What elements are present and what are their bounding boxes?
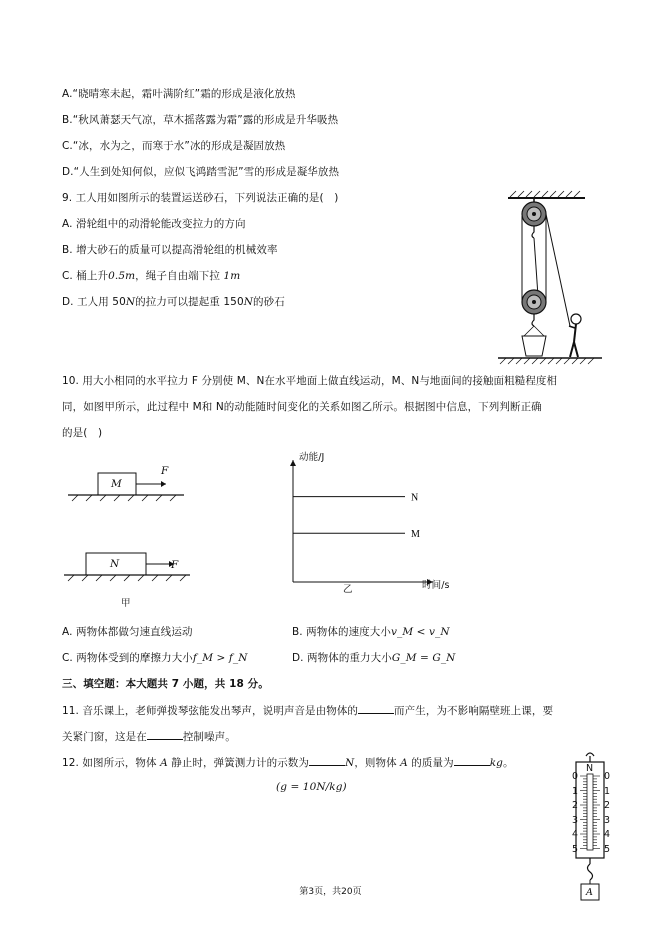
q12-blank-1[interactable] (309, 755, 345, 766)
q10-option-a: A. 两物体都做匀速直线运动 (62, 626, 193, 638)
q9-option-c: C. 桶上升0.5m，绳子自由端下拉 1m (62, 270, 241, 282)
force-f-label-n: F (171, 559, 179, 571)
figure-yi-chart (285, 450, 455, 600)
chart-y-axis-arrow (290, 460, 296, 466)
q9-stem: 9. 工人用如图所示的装置运送砂石，下列说法正确的是( ) (62, 192, 339, 204)
q9-option-d: D. 工人用 50N的拉力可以提起重 150N的砂石 (62, 296, 285, 308)
force-f-label-m: F (161, 465, 169, 477)
scale-label-left: 5 (572, 843, 579, 855)
object-a-label: A (586, 887, 593, 898)
scale-label-right: 4 (604, 829, 611, 840)
scale-label-left: 0 (572, 771, 579, 782)
scale-label-left: 2 (572, 800, 579, 811)
option-8a: A.“晓晴寒未起，霜叶满阶红”霜的形成是液化放热 (62, 88, 296, 100)
q9-option-b: B. 增大砂石的质量可以提高滑轮组的机械效率 (62, 244, 278, 256)
figure-yi-caption: 乙 (343, 584, 353, 595)
q10-option-b: B. 两物体的速度大小v_M < v_N (292, 626, 450, 638)
q12-gravity-note: (g = 10N/kg) (276, 781, 347, 793)
q10-option-c: C. 两物体受到的摩擦力大小f_M > f_N (62, 652, 248, 664)
scale-label-right: 3 (604, 814, 611, 826)
scale-label-right: 0 (604, 771, 611, 782)
q9-option-a: A. 滑轮组中的动滑轮能改变拉力的方向 (62, 218, 246, 230)
q12-blank-2[interactable] (454, 755, 490, 766)
figure-jia (60, 455, 200, 615)
option-8d: D.“人生到处知何似，应似飞鸿踏雪泥”雪的形成是凝华放热 (62, 166, 340, 178)
q10-line1: 10. 用大小相同的水平拉力 F 分别使 M、N在水平地面上做直线运动，M、N与地面间的接触面粗糙程度相 (62, 375, 558, 387)
block-m-label: M (111, 478, 122, 490)
figure-jia-caption: 甲 (121, 598, 131, 609)
q11-line1: 11. 音乐课上，老师弹拨琴弦能发出琴声，说明声音是由物体的 而产生，为不影响隔壁班上课，要 (62, 705, 554, 717)
chart-x-axis-label: 时间/s (422, 580, 450, 591)
q10-line3: 的是( ) (62, 427, 103, 439)
q11-blank-1[interactable] (358, 703, 394, 714)
scale-label-left: 1 (572, 785, 579, 797)
spring-scale-unit: N (586, 763, 594, 774)
block-n-label: N (110, 558, 120, 570)
series-label-m: M (411, 529, 420, 541)
q11-blank-2[interactable] (147, 729, 183, 740)
scale-label-right: 2 (604, 800, 611, 811)
page-footer: 第3页，共20页 (299, 887, 362, 897)
scale-label-left: 3 (572, 814, 579, 826)
series-label-n: N (411, 492, 419, 504)
scale-label-left: 4 (572, 829, 579, 840)
q12-stem: 12. 如图所示，物体 A 静止时，弹簧测力计的示数为 N，则物体 A 的质量为 kg。 (62, 757, 514, 769)
scale-label-right: 5 (604, 843, 611, 855)
scale-label-right: 1 (604, 785, 611, 797)
chart-y-axis-label: 动能/J (299, 452, 325, 463)
q10-line2: 同，如图甲所示，此过程中 M和 N的动能随时间变化的关系如图乙所示。根据图中信息，下列判断正确 (62, 401, 542, 413)
option-8c: C.“冰，水为之，而寒于水”冰的形成是凝固放热 (62, 140, 286, 152)
section-heading: 三、填空题：本大题共 7 小题，共 18 分。 (62, 678, 269, 690)
pulley-figure (490, 186, 610, 366)
option-8b: B.“秋风萧瑟天气凉，草木摇落露为霜”露的形成是升华吸热 (62, 114, 339, 126)
q11-line2: 关紧门窗，这是在 控制噪声。 (62, 731, 236, 743)
q10-option-d: D. 两物体的重力大小G_M = G_N (292, 652, 456, 664)
